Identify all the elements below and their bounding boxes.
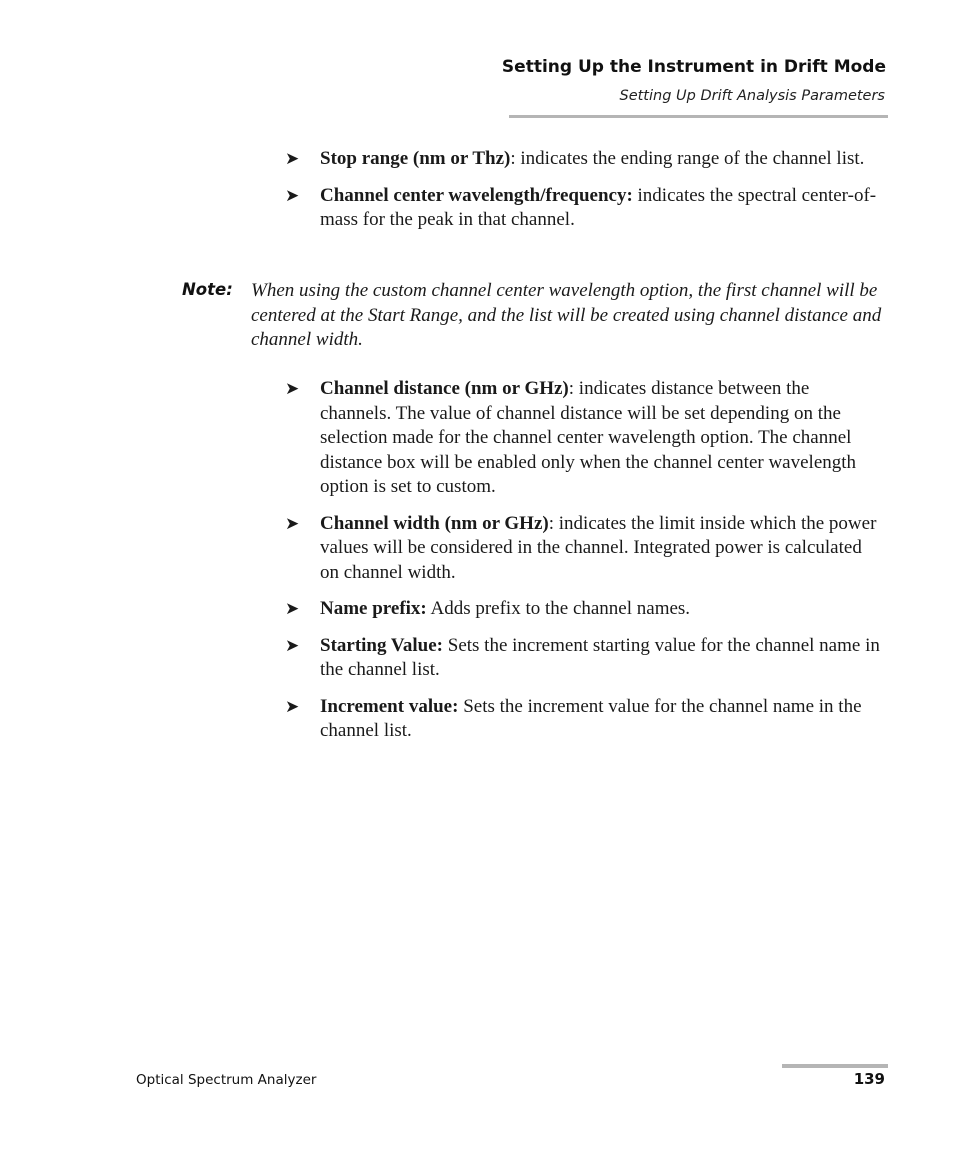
item-term: Channel center wavelength/frequency:: [320, 184, 633, 206]
note-label: Note:: [182, 280, 233, 299]
list-item: [285, 634, 885, 683]
arrow-bullet-icon: ➤: [285, 599, 300, 619]
item-term: Starting Value:: [320, 634, 443, 656]
item-term: Channel width (nm or GHz): [320, 512, 549, 534]
list-item: [285, 512, 885, 586]
arrow-bullet-icon: ➤: [285, 635, 300, 656]
arrow-bullet-icon: ➤: [285, 513, 300, 534]
list-item: [285, 377, 885, 500]
item-description: Sets the increment value for the channel name in the channel list.: [320, 695, 862, 741]
section-title: Setting Up the Instrument in Drift Mode: [501, 57, 886, 77]
parameter-list-1: [285, 147, 885, 245]
item-description: : indicates distance between the channels. The value of channel distance will be set depending on the selection made for the channel center wavelength option. The channel distance box will be enabled only when the channel center wavelength option is set to custom.: [320, 378, 857, 497]
item-term: Name prefix:: [320, 598, 427, 619]
item-term: Channel distance (nm or GHz): [320, 378, 569, 399]
item-term: Stop range (nm or Thz): [320, 148, 511, 169]
list-item: [285, 147, 885, 172]
list-item: [285, 695, 885, 744]
item-description: indicates the spectral center-of-mass for the peak in that channel.: [320, 184, 877, 230]
item-description: Adds prefix to the channel names.: [426, 598, 691, 619]
arrow-bullet-icon: ➤: [285, 379, 300, 399]
item-description: : indicates the limit inside which the power values will be considered in the channel. Integrated power is calculated on channel width.: [320, 512, 877, 583]
arrow-bullet-icon: ➤: [285, 185, 300, 206]
item-term: Increment value:: [320, 695, 459, 717]
list-item: [285, 597, 885, 622]
page-number: 139: [853, 1070, 885, 1088]
note-text: When using the custom channel center wavelength option, the first channel will be centered at the Start Range, and the list will be created using channel distance and channel width.: [251, 280, 882, 350]
arrow-bullet-icon: ➤: [285, 696, 300, 717]
parameter-list-2: [285, 377, 885, 756]
product-name: Optical Spectrum Analyzer: [136, 1072, 317, 1088]
arrow-bullet-icon: ➤: [285, 149, 300, 169]
item-description: Sets the increment starting value for the channel name in the channel list.: [320, 634, 880, 680]
header-divider: [509, 115, 888, 118]
item-description: : indicates the ending range of the channel list.: [510, 148, 865, 169]
list-item: [285, 184, 885, 233]
footer-divider: [782, 1064, 888, 1068]
section-subtitle: Setting Up Drift Analysis Parameters: [619, 88, 885, 104]
